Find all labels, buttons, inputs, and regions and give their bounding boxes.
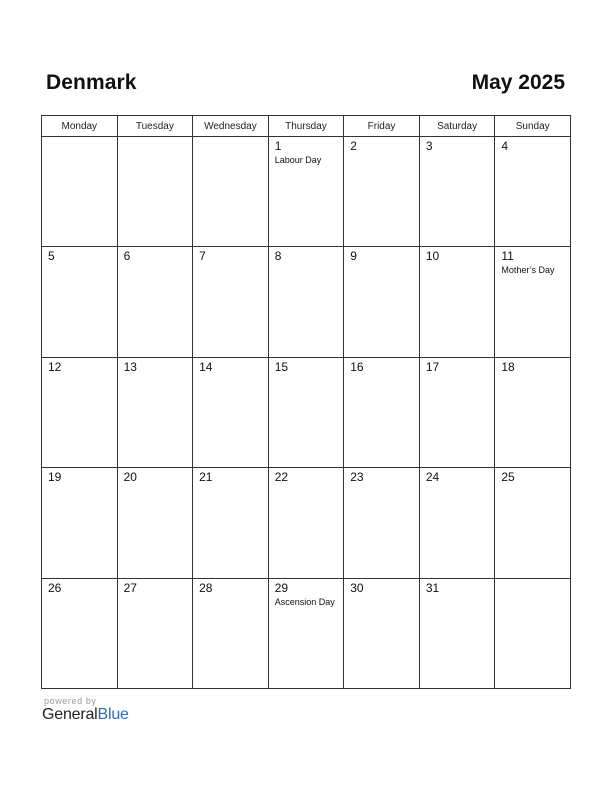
calendar-day-cell [42, 247, 118, 357]
calendar-day-cell [42, 357, 118, 467]
weekday-header-friday: Friday [344, 116, 420, 137]
holiday-label: Ascension Day [274, 596, 335, 607]
day-cell-content [420, 247, 495, 263]
calendar-day-cell [344, 247, 420, 357]
day-cell-content [420, 579, 495, 595]
day-number: 7 [199, 249, 206, 264]
day-cell-content [495, 579, 570, 582]
calendar-week-row [42, 247, 571, 357]
weekday-header-thursday: Thursday [268, 116, 344, 137]
calendar-day-cell [495, 247, 571, 357]
weekday-header-row [42, 116, 571, 137]
calendar-day-cell [42, 468, 118, 578]
day-cell-content [495, 358, 570, 374]
day-cell-content [42, 468, 117, 484]
calendar-body [42, 137, 571, 689]
day-cell-content [118, 358, 193, 374]
calendar-day-cell [495, 578, 571, 688]
calendar-day-cell [268, 468, 344, 578]
day-cell-content [495, 137, 570, 153]
calendar-day-cell [117, 137, 193, 247]
calendar-day-cell [268, 578, 344, 688]
day-number: 29 [274, 580, 289, 595]
day-number: 2 [350, 139, 357, 153]
day-cell-content [495, 468, 570, 484]
day-number: 5 [48, 249, 55, 264]
day-cell-content [344, 358, 419, 374]
calendar-day-cell [268, 357, 344, 467]
calendar-day-cell [419, 578, 495, 688]
day-cell-content [420, 468, 495, 484]
calendar-day-cell [495, 137, 571, 247]
day-cell-content [42, 579, 117, 595]
calendar-day-cell [193, 357, 269, 467]
calendar-day-cell [42, 137, 118, 247]
day-cell-content [193, 137, 268, 140]
logo-text-general: General [42, 706, 98, 723]
day-cell-content [42, 137, 117, 140]
holiday-label: Mother’s Day [501, 265, 555, 276]
calendar-day-cell [117, 357, 193, 467]
day-number: 23 [350, 470, 364, 485]
calendar-country-title: Denmark [46, 71, 137, 94]
calendar-grid [41, 115, 571, 689]
day-cell-content [193, 468, 268, 484]
day-number: 10 [425, 249, 440, 264]
day-number: 13 [123, 359, 137, 374]
day-number: 6 [123, 249, 131, 264]
day-cell-content [42, 358, 117, 374]
calendar-day-cell [419, 137, 495, 247]
calendar-day-cell [344, 357, 420, 467]
day-cell-content [269, 579, 344, 609]
day-cell-content [269, 358, 344, 374]
powered-by-text: powered by [44, 696, 97, 706]
day-number: 12 [48, 359, 62, 374]
day-cell-content [269, 468, 344, 484]
calendar-week-row [42, 137, 571, 247]
day-number: 30 [350, 580, 364, 595]
generalblue-logo [42, 706, 129, 724]
calendar-day-cell [419, 247, 495, 357]
day-number: 26 [48, 580, 62, 595]
weekday-header-saturday: Saturday [419, 116, 495, 137]
day-cell-content [420, 137, 495, 153]
day-cell-content [269, 137, 344, 167]
day-cell-content [118, 579, 193, 595]
day-number: 28 [199, 580, 213, 595]
calendar-day-cell [193, 468, 269, 578]
day-number: 25 [501, 470, 515, 485]
calendar-day-cell [193, 247, 269, 357]
day-number: 19 [48, 470, 62, 485]
day-number: 9 [350, 249, 357, 264]
weekday-header-monday: Monday [42, 116, 118, 137]
day-cell-content [344, 137, 419, 153]
calendar-day-cell [117, 578, 193, 688]
calendar-week-row [42, 357, 571, 467]
day-number: 20 [123, 470, 137, 485]
weekday-header-wednesday: Wednesday [193, 116, 269, 137]
calendar-day-cell [495, 357, 571, 467]
day-cell-content [193, 247, 268, 263]
day-number: 27 [123, 580, 137, 595]
day-number: 11 [501, 249, 514, 264]
calendar-day-cell [42, 578, 118, 688]
day-cell-content [118, 137, 193, 140]
calendar-day-cell [117, 247, 193, 357]
day-number: 31 [425, 580, 440, 595]
day-cell-content [344, 468, 419, 484]
calendar-day-cell [268, 137, 344, 247]
calendar-day-cell [495, 468, 571, 578]
day-number: 22 [274, 470, 289, 485]
calendar-day-cell [193, 578, 269, 688]
calendar-day-cell [344, 578, 420, 688]
day-cell-content [344, 247, 419, 263]
weekday-header-sunday: Sunday [495, 116, 571, 137]
calendar-day-cell [419, 468, 495, 578]
weekday-header-tuesday: Tuesday [117, 116, 193, 137]
day-number: 16 [350, 359, 364, 374]
calendar-day-cell [419, 357, 495, 467]
day-cell-content [118, 247, 193, 263]
calendar-day-cell [268, 247, 344, 357]
day-cell-content [269, 247, 344, 263]
calendar-day-cell [344, 468, 420, 578]
day-cell-content [495, 247, 570, 277]
calendar-day-cell [117, 468, 193, 578]
day-cell-content [420, 358, 495, 374]
holiday-label: Labour Day [274, 155, 322, 165]
day-number: 1 [274, 139, 282, 153]
day-number: 18 [501, 359, 515, 374]
calendar-week-row [42, 468, 571, 578]
calendar-week-row [42, 578, 571, 688]
day-cell-content [193, 579, 268, 595]
calendar-month-title: May 2025 [471, 71, 565, 94]
day-number: 14 [199, 359, 213, 374]
day-cell-content [344, 579, 419, 595]
day-cell-content [42, 247, 117, 263]
calendar-day-cell [344, 137, 420, 247]
day-number: 24 [425, 470, 440, 485]
day-number: 8 [274, 249, 282, 264]
day-cell-content [193, 358, 268, 374]
day-number: 4 [501, 139, 509, 153]
day-cell-content [118, 468, 193, 484]
day-number: 3 [425, 139, 433, 153]
day-number: 17 [425, 359, 440, 374]
logo-text-blue: Blue [97, 706, 129, 723]
footer-branding [42, 696, 129, 724]
day-number: 15 [274, 359, 289, 374]
calendar-day-cell [193, 137, 269, 247]
day-number: 21 [199, 470, 213, 485]
